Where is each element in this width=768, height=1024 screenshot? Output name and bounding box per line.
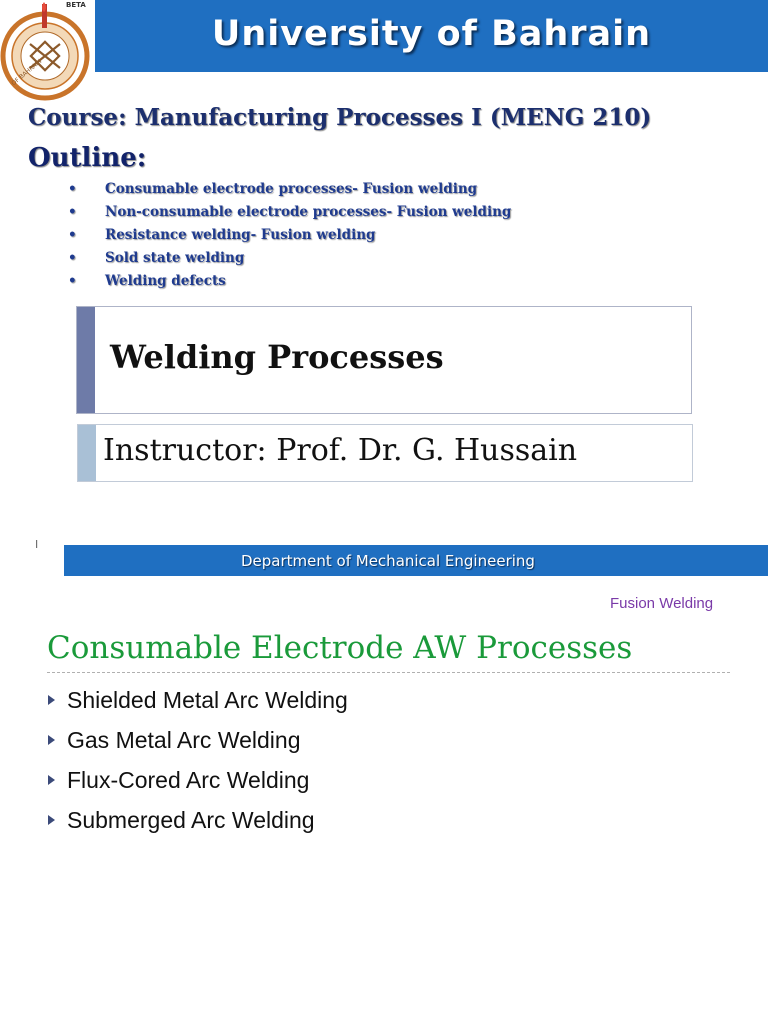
- bullet-dot: •: [68, 273, 77, 289]
- list-item: Flux-Cored Arc Welding: [48, 765, 348, 805]
- course-title: Course: Manufacturing Processes I (MENG 210): [28, 104, 652, 131]
- outline-item: • Resistance welding- Fusion welding: [68, 227, 376, 243]
- beta-tag: BETA: [66, 1, 86, 9]
- outline-heading: Outline:: [28, 143, 147, 173]
- svg-text:OF BAHRAIN: OF BAHRAIN: [10, 57, 44, 88]
- triangle-bullet-icon: [48, 775, 55, 785]
- heading-divider: [47, 672, 730, 673]
- instructor-name: Instructor: Prof. Dr. G. Hussain: [103, 433, 578, 468]
- title-box: [76, 306, 692, 414]
- presentation-title: Welding Processes: [110, 338, 444, 376]
- section-tag: Fusion Welding: [610, 595, 714, 612]
- instructor-accent-bar: [78, 425, 96, 481]
- university-logo-icon: [0, 0, 92, 108]
- triangle-bullet-icon: [48, 695, 55, 705]
- instructor-box: [77, 424, 693, 482]
- list-item: Submerged Arc Welding: [48, 805, 348, 845]
- slide-heading: Consumable Electrode AW Processes: [47, 630, 633, 666]
- bullet-dot: •: [68, 204, 77, 220]
- list-item: Gas Metal Arc Welding: [48, 725, 348, 765]
- bullet-dot: •: [68, 250, 77, 266]
- process-list: [48, 685, 348, 845]
- tick-mark: I: [35, 538, 39, 551]
- outline-item: • Welding defects: [68, 273, 226, 289]
- outline-item: • Non-consumable electrode processes- Fusion welding: [68, 204, 512, 220]
- outline-item: • Consumable electrode processes- Fusion welding: [68, 181, 478, 197]
- outline-item: • Sold state welding: [68, 250, 245, 266]
- triangle-bullet-icon: [48, 735, 55, 745]
- bullet-dot: •: [68, 227, 77, 243]
- triangle-bullet-icon: [48, 815, 55, 825]
- bullet-dot: •: [68, 181, 77, 197]
- department-name-wrap: [64, 552, 768, 570]
- title-accent-bar: [77, 307, 95, 413]
- university-title: University of Bahrain: [211, 14, 652, 54]
- list-item: Shielded Metal Arc Welding: [48, 685, 348, 725]
- department-name: Department of Mechanical Engineering: [241, 552, 535, 570]
- outline-list: [68, 179, 511, 294]
